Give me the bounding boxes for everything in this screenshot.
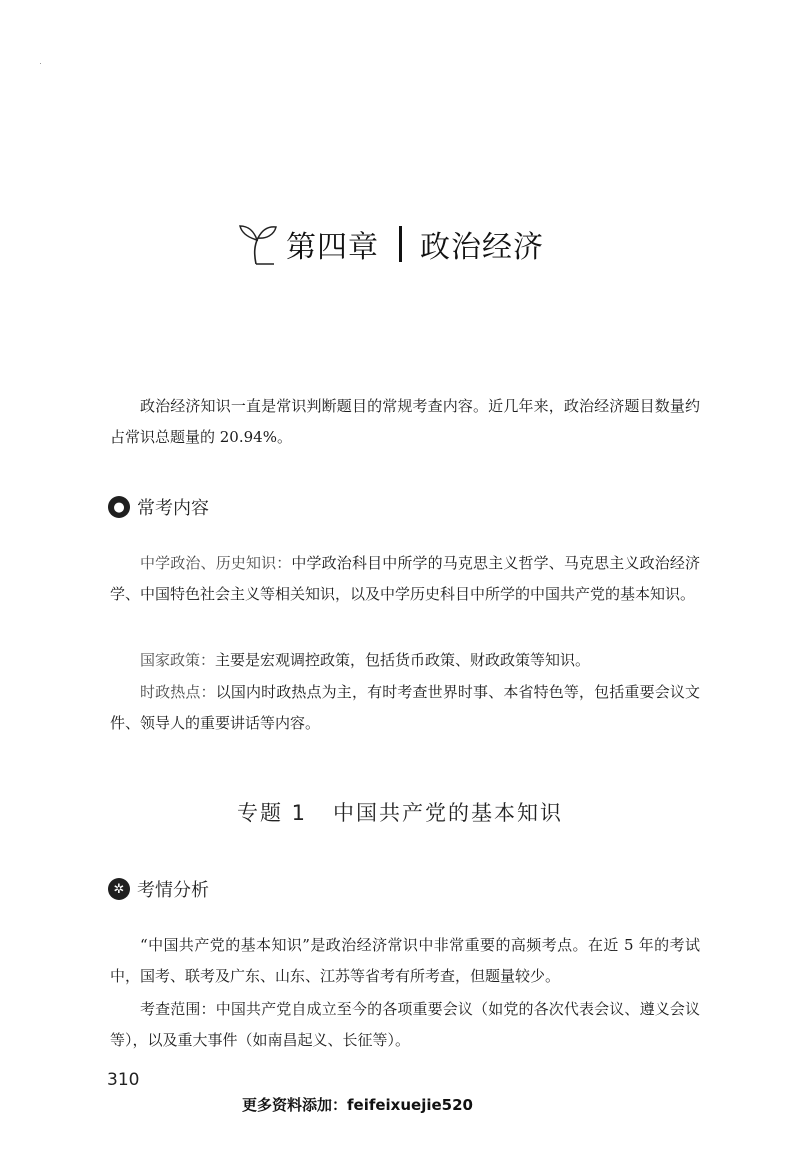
chapter-number: 第四章	[286, 230, 379, 265]
topic-title: 中国共产党的基本知识	[333, 801, 564, 825]
scan-mark	[40, 63, 41, 64]
chapter-title: 政治经济	[420, 230, 544, 265]
common-item-label: 国家政策：	[140, 651, 216, 669]
common-item-politics-history	[110, 548, 700, 610]
topic-heading	[0, 797, 800, 827]
content-icon: ●	[108, 496, 130, 518]
section-common-title: 常考内容	[137, 498, 209, 519]
page-number: 310	[107, 1070, 140, 1090]
section-analysis-title: 考情分析	[137, 880, 209, 901]
topic-number: 专题 1	[236, 801, 308, 825]
chapter-heading	[232, 212, 544, 276]
common-item-policy	[110, 645, 700, 676]
common-item-text: 以国内时政热点为主，有时考查世界时事、本省特色等，包括重要会议文件、领导人的重要讲话等内容。	[110, 683, 700, 732]
chapter-divider	[399, 226, 402, 262]
section-analysis-heading	[108, 876, 209, 902]
common-item-current-affairs	[110, 677, 700, 739]
common-item-text: 中学政治科目中所学的马克思主义哲学、马克思主义政治经济学、中国特色社会主义等相关知识，以及中学历史科目中所学的中国共产党的基本知识。	[110, 554, 700, 603]
common-item-label: 时政热点：	[140, 683, 216, 701]
scope-paragraph	[110, 994, 700, 1056]
footer-note: 更多资料添加：feifeixuejie520	[242, 1096, 473, 1114]
analysis-icon: ✲	[108, 878, 130, 900]
section-common-heading	[108, 494, 209, 520]
intro-paragraph: 政治经济知识一直是常识判断题目的常规考查内容。近几年来，政治经济题目数量约占常识总题量的 20.94%。	[110, 397, 700, 446]
common-item-text: 主要是宏观调控政策，包括货币政策、财政政策等知识。	[215, 651, 591, 669]
scope-text: 中国共产党自成立至今的各项重要会议（如党的各次代表会议、遵义会议等），以及重大事件（如南昌起义、长征等）。	[110, 1000, 700, 1049]
scope-label: 考查范围：	[140, 1000, 216, 1018]
common-item-label: 中学政治、历史知识：	[140, 554, 292, 572]
analysis-paragraph: “中国共产党的基本知识”是政治经济常识中非常重要的高频考点。在近 5 年的考试中，国考、联考及广东、山东、江苏等省考有所考查，但题量较少。	[110, 936, 700, 985]
sprout-icon	[232, 218, 284, 270]
